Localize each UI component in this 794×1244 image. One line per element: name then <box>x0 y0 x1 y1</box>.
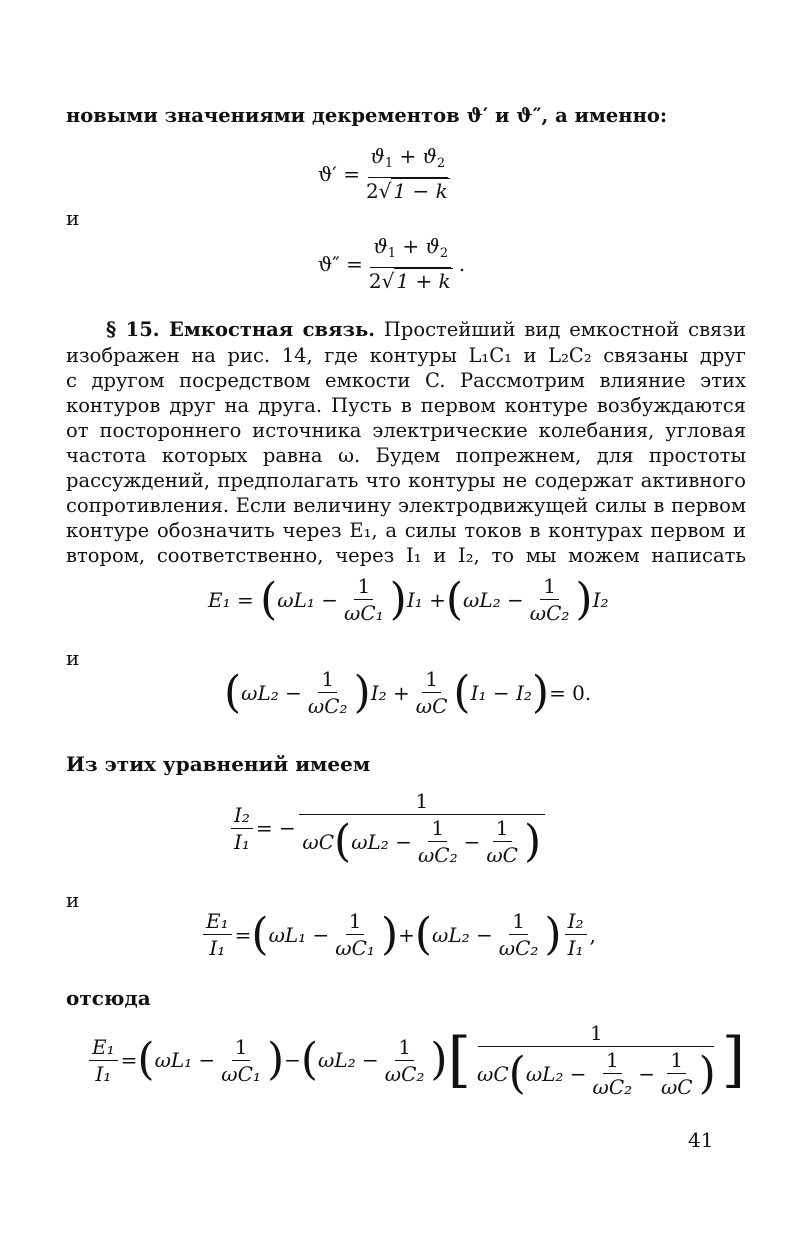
paragraph-line: рассуждений, предполагать что контуры не содержат активного <box>66 469 746 492</box>
one: 1 <box>395 1036 414 1061</box>
eq1-lhs: ϑ′ = <box>318 161 360 186</box>
paren-close: ) <box>698 1047 716 1099</box>
minus: − <box>395 829 412 854</box>
denominator <box>299 815 544 866</box>
omega-C2: ωC₂ <box>417 843 458 867</box>
plus: + <box>429 587 446 612</box>
omega-L2: ωL₂ <box>463 587 501 612</box>
equals: = <box>234 922 252 947</box>
two-sqrt: 2√ <box>368 269 395 293</box>
omega-C: ωC <box>302 829 335 854</box>
fraction <box>341 575 387 624</box>
I2: I₂ <box>231 804 253 829</box>
paragraph-line: втором, соответственно, через I₁ и I₂, то мы можем написать <box>66 544 746 567</box>
fraction <box>483 817 521 866</box>
E1: E₁ <box>203 910 232 935</box>
minus: − <box>463 829 481 854</box>
omega-C2: ωC₂ <box>529 601 570 625</box>
fraction <box>658 1049 696 1098</box>
fraction <box>527 575 573 624</box>
paren-close: ) <box>389 573 407 625</box>
eq2-lhs: ϑ″ = <box>318 251 363 276</box>
paren-close: ) <box>353 666 371 718</box>
paren-open: ( <box>260 573 278 625</box>
hence: отсюда <box>66 986 151 1010</box>
paragraph-line: сопротивления. Если величину электродвижущей силы в первом <box>66 494 746 517</box>
omega-C: ωC <box>477 1061 509 1086</box>
I1: I₁ <box>567 936 584 960</box>
one: 1 <box>428 817 447 842</box>
fraction <box>305 668 351 717</box>
paren-open: ( <box>137 1034 155 1085</box>
fraction <box>415 817 461 866</box>
paren-open: ( <box>414 908 433 960</box>
I2: I₂ <box>565 910 587 935</box>
omega-C2: ωC₂ <box>498 936 539 960</box>
one: 1 <box>354 575 373 600</box>
E1: E₁ <box>208 587 231 612</box>
one: 1 <box>232 1036 251 1061</box>
bracket-close: ] <box>721 1025 746 1095</box>
fraction <box>382 1036 428 1085</box>
omega-C2: ωC₂ <box>592 1075 633 1099</box>
I1: I₁ <box>470 680 487 705</box>
eq2-fraction: $\frac{ϑ_1 + ϑ_2}{2√ 1 + k}$ <box>368 234 451 293</box>
omega-L2: ωL₂ <box>525 1061 564 1086</box>
ratio-E1-I1 <box>203 910 232 959</box>
denominator <box>474 1047 719 1098</box>
omega-L2: ωL₂ <box>241 680 279 705</box>
ratio-I2-I1 <box>565 910 587 959</box>
minus: − <box>476 922 493 947</box>
fraction <box>590 1049 636 1098</box>
comma: , <box>589 922 596 947</box>
conjunction-and-2: и <box>66 646 80 670</box>
plus: + <box>398 922 415 947</box>
paragraph-line: Простейший вид емкостной связи <box>383 318 746 341</box>
equals-zero: = 0. <box>549 680 592 705</box>
equation-current-ratio <box>228 790 548 866</box>
section-first-line <box>106 318 746 342</box>
I2: I₂ <box>370 680 387 705</box>
bracket-open: [ <box>447 1025 472 1095</box>
theta-2: ϑ <box>425 234 440 258</box>
omega-L1: ωL₁ <box>277 587 315 612</box>
paren-open: ( <box>224 666 242 718</box>
page-number: 41 <box>688 1128 714 1152</box>
paragraph-line: от постороннего источника электрические колебания, угловая <box>66 419 746 442</box>
one: 1 <box>540 575 559 600</box>
section-heading: § 15. Емкостная связь. <box>106 318 375 341</box>
paren-close: ) <box>430 1034 448 1085</box>
two-sqrt: 2√ <box>365 179 392 203</box>
omega-C: ωC <box>660 1075 693 1099</box>
I1: I₁ <box>406 587 423 612</box>
paren-open: ( <box>251 908 269 960</box>
equation-second-circuit <box>224 668 591 717</box>
fraction <box>496 910 542 959</box>
omega-C1: ωC₁ <box>335 936 375 960</box>
plus: + <box>402 234 420 258</box>
paren-close: ) <box>266 1034 285 1085</box>
equation-theta-double-prime <box>318 235 465 292</box>
period: . <box>458 251 466 276</box>
equation-final <box>86 1022 745 1098</box>
sqrt-content: 1 + k <box>396 269 451 293</box>
equation-emf <box>208 575 609 624</box>
I1: I₁ <box>234 829 250 854</box>
minus: − <box>492 680 510 705</box>
omega-L1: ωL₁ <box>154 1048 193 1072</box>
one: 1 <box>493 817 512 842</box>
one: 1 <box>603 1049 622 1074</box>
omega-C: ωC <box>415 694 448 718</box>
paren-close: ) <box>531 666 550 718</box>
paren-open: ( <box>300 1034 319 1085</box>
paren-open: ( <box>445 573 464 625</box>
paren-open: ( <box>334 815 352 867</box>
one: 1 <box>509 910 528 935</box>
omega-L2: ωL₂ <box>432 922 470 947</box>
paragraph-line: контуре обозначить через E₁, а силы токов в контурах первом и <box>66 519 746 542</box>
one: 1 <box>299 790 545 815</box>
main-fraction <box>299 790 545 866</box>
ratio-E1-I1 <box>89 1036 118 1085</box>
one: 1 <box>318 668 337 693</box>
omega-C: ωC <box>486 843 518 867</box>
omega-L2: ωL₂ <box>318 1048 356 1072</box>
omega-L2: ωL₂ <box>351 829 389 854</box>
paren-open: ( <box>453 666 471 718</box>
paren-close: ) <box>575 573 593 625</box>
paragraph-line: с другом посредством емкости C. Рассмотрим влияние этих <box>66 369 746 392</box>
paragraph-line: частота которых равна ω. Будем попрежнем, для простоты <box>66 444 746 467</box>
one: 1 <box>346 910 365 935</box>
minus: − <box>638 1061 655 1086</box>
plus: + <box>399 144 417 168</box>
E1: E₁ <box>89 1036 118 1061</box>
minus: − <box>284 1048 301 1072</box>
paren-open: ( <box>508 1047 526 1099</box>
theta-1: ϑ <box>370 144 385 168</box>
equals: = <box>236 587 254 612</box>
plus: + <box>393 680 410 705</box>
minus: − <box>198 1048 216 1072</box>
equals: = <box>120 1048 138 1072</box>
one: 1 <box>422 668 441 693</box>
minus: − <box>285 680 302 705</box>
theta-1: ϑ <box>373 234 388 258</box>
conjunction-and-3: и <box>66 888 80 912</box>
minus: − <box>362 1048 379 1072</box>
I1: I₁ <box>209 936 226 960</box>
paren-close: ) <box>380 908 399 960</box>
I1: I₁ <box>95 1061 112 1086</box>
one: 1 <box>667 1049 686 1074</box>
from-these-equations: Из этих уравнений имеем <box>66 752 371 776</box>
one: 1 <box>478 1022 714 1047</box>
I2: I₂ <box>515 680 532 705</box>
omega-C2: ωC₂ <box>307 694 348 718</box>
fraction <box>332 910 378 959</box>
omega-C1: ωC₁ <box>221 1061 261 1086</box>
omega-L1: ωL₁ <box>268 922 307 947</box>
ratio-I2-I1 <box>231 804 253 853</box>
paren-close: ) <box>523 815 542 867</box>
eq1-fraction: $\frac{ϑ_1 + ϑ_2}{2√ 1 - k}$ <box>365 144 448 203</box>
main-fraction <box>474 1022 719 1098</box>
equation-impedance <box>200 910 596 959</box>
theta-2: ϑ <box>422 144 437 168</box>
fraction <box>218 1036 264 1085</box>
conjunction-and-1: и <box>66 206 80 230</box>
paren-close: ) <box>544 908 562 960</box>
equals-minus: = − <box>255 816 296 840</box>
fraction <box>413 668 451 717</box>
minus: − <box>321 587 339 612</box>
omega-C2: ωC₂ <box>384 1061 425 1086</box>
paragraph-line: контуров друг на друга. Пусть в первом контуре возбуждаются <box>66 394 746 417</box>
omega-C1: ωC₁ <box>344 601 384 625</box>
paragraph-line: изображен на рис. 14, где контуры L₁C₁ и L₂C₂ связаны друг <box>66 344 746 367</box>
I2: I₂ <box>592 587 609 612</box>
equation-theta-prime <box>318 145 456 202</box>
sqrt-content: 1 − k <box>393 179 448 203</box>
minus: − <box>569 1061 587 1086</box>
minus: − <box>312 922 330 947</box>
minus: − <box>507 587 524 612</box>
intro-line: новыми значениями декрементов ϑ′ и ϑ″, а именно: <box>66 104 668 127</box>
